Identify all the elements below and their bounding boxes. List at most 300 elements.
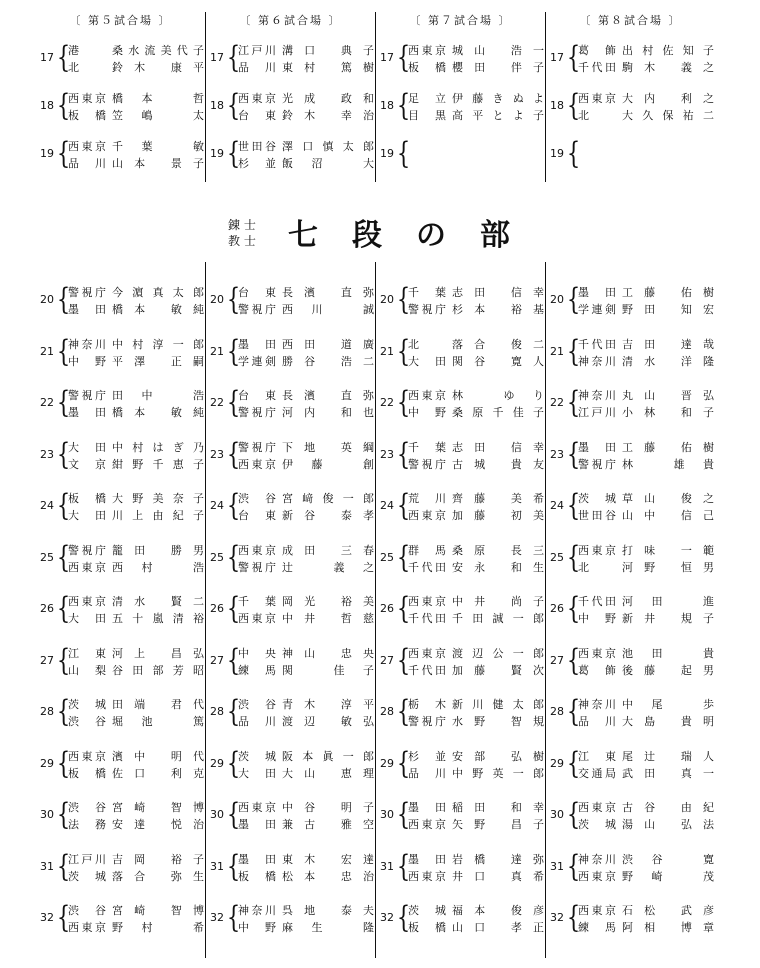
- competitor-row: [238, 456, 374, 473]
- match-number: 20: [40, 293, 54, 306]
- competitor-row: [408, 404, 544, 421]
- competitor-name: 志田 信幸: [452, 286, 544, 299]
- competitor-prefecture: 西東京: [578, 801, 616, 814]
- competitor-row: [238, 593, 374, 610]
- competitor-prefecture: 警視庁: [408, 303, 446, 316]
- competitor-name: 中村淳一郎: [112, 337, 204, 351]
- competitor-row: [408, 138, 544, 155]
- competitor-prefecture: 千代田: [408, 560, 446, 574]
- competitor-name: 山本 景子: [112, 157, 204, 170]
- competitor-row: [238, 662, 374, 679]
- brace-bracket: {: [56, 488, 71, 523]
- competitor-prefecture: 警視庁: [68, 543, 106, 557]
- match-number: 25: [40, 550, 54, 564]
- competitor-prefecture: 板橋: [68, 766, 106, 780]
- competitor-name: 野田 知宏: [622, 303, 714, 316]
- match-entry: [36, 138, 205, 172]
- match-entry: [206, 90, 375, 124]
- competitor-row: [408, 336, 544, 353]
- competitor-name: 渡辺 敏弘: [282, 715, 374, 728]
- competitor-name: 関谷 寛人: [452, 354, 544, 368]
- competitor-name: 安達 悦治: [112, 818, 204, 831]
- brace-bracket: {: [56, 282, 71, 317]
- competitor-prefecture: 千代田: [408, 663, 446, 677]
- competitor-name: 吉田 達哉: [622, 337, 714, 351]
- competitor-name: 麻生 隆: [282, 921, 374, 934]
- match-entry: [36, 593, 205, 627]
- court-header: 〔 第７試合場 〕: [409, 14, 512, 27]
- competitor-row: [578, 138, 714, 155]
- competitor-row: [238, 439, 374, 456]
- competitor-row: [238, 559, 374, 576]
- competitor-prefecture: 西東京: [238, 543, 276, 557]
- competitor-name: 城山 浩一: [452, 44, 544, 57]
- competitor-name: 安永 和生: [452, 560, 544, 574]
- competitor-prefecture: 学連剣: [578, 303, 616, 316]
- competitor-row: [238, 748, 374, 765]
- competitor-name: 丸山 晋弘: [622, 389, 714, 402]
- competitor-row: [238, 155, 374, 172]
- brace-bracket: {: [566, 797, 581, 832]
- competitor-name: 新井 規子: [622, 612, 714, 625]
- competitor-prefecture: 渋谷: [68, 715, 106, 728]
- competitor-row: [238, 799, 374, 816]
- competitor-prefecture: 大田: [408, 354, 446, 368]
- competitor-prefecture: 大田: [68, 509, 106, 522]
- brace-bracket: {: [226, 40, 241, 75]
- match-number: 23: [380, 447, 394, 461]
- competitor-row: [408, 713, 544, 730]
- competitor-prefecture: 神奈川: [578, 389, 616, 402]
- competitor-name: 大久保祐二: [622, 109, 714, 122]
- match-number: 30: [380, 808, 394, 821]
- brace-bracket: {: [56, 136, 71, 171]
- competitor-prefecture: 西東京: [68, 560, 106, 574]
- brace-bracket: {: [226, 848, 241, 884]
- competitor-row: [578, 107, 714, 124]
- competitor-row: [238, 713, 374, 730]
- competitor-row: [408, 507, 544, 524]
- competitor-row: [68, 439, 204, 456]
- competitor-name: 辻 義之: [282, 560, 374, 574]
- competitor-row: [578, 507, 714, 524]
- competitor-name: 勝谷 浩二: [282, 354, 374, 368]
- match-number: 26: [380, 602, 394, 615]
- match-number: 29: [40, 756, 54, 770]
- brace-bracket: {: [396, 488, 411, 523]
- competitor-row: [578, 353, 714, 370]
- competitor-prefecture: 山梨: [68, 663, 106, 677]
- brace-bracket: {: [56, 745, 71, 781]
- competitor-row: [408, 59, 544, 76]
- competitor-name: 湯山 弘法: [622, 818, 714, 831]
- competitor-row: [408, 456, 544, 473]
- match-entry: [206, 42, 375, 76]
- competitor-prefecture: 杉並: [238, 157, 276, 170]
- brace-bracket: {: [566, 591, 581, 626]
- divider-bottom-3: [545, 262, 546, 958]
- competitor-row: [408, 662, 544, 679]
- competitor-name: 東木 宏達: [282, 852, 374, 866]
- competitor-prefecture: 世田谷: [578, 509, 616, 522]
- competitor-prefecture: 墨田: [238, 852, 276, 866]
- brace-bracket: {: [56, 436, 71, 472]
- match-number: 24: [40, 499, 54, 512]
- competitor-name: 林 ゆり: [452, 389, 544, 402]
- competitor-row: [68, 284, 204, 301]
- competitor-row: [408, 439, 544, 456]
- competitor-prefecture: 台東: [238, 509, 276, 522]
- match-entry: [36, 333, 205, 370]
- competitor-prefecture: 渋谷: [238, 698, 276, 711]
- match-entry: [376, 436, 545, 473]
- competitor-prefecture: 中野: [408, 406, 446, 419]
- match-number: 22: [380, 396, 394, 409]
- competitor-row: [238, 490, 374, 507]
- court-header: 〔 第５試合場 〕: [69, 14, 172, 27]
- competitor-prefecture: 葛飾: [578, 44, 616, 57]
- competitor-row: [238, 645, 374, 662]
- match-entry: [206, 490, 375, 524]
- competitor-name: 宮﨑俊一郎: [282, 492, 374, 505]
- competitor-prefecture: 墨田: [68, 303, 106, 316]
- bracket-column: [546, 284, 715, 954]
- match-number: 17: [210, 51, 224, 64]
- competitor-row: [68, 507, 204, 524]
- competitor-name: 桑原千佳子: [452, 406, 544, 419]
- competitor-name: 濱中 明代: [112, 749, 204, 763]
- competitor-prefecture: 群馬: [408, 543, 446, 557]
- brace-bracket: {: [566, 136, 581, 171]
- brace-bracket: {: [56, 848, 71, 884]
- competitor-name: 呉地 泰夫: [282, 904, 374, 917]
- match-number: 29: [210, 756, 224, 770]
- competitor-name: 桑原 長三: [452, 543, 544, 557]
- match-number: 19: [40, 147, 54, 160]
- competitor-name: 溝口 典子: [282, 44, 374, 57]
- brace-bracket: {: [396, 282, 411, 317]
- section-title-main: 七段の部: [288, 218, 544, 253]
- competitor-prefecture: 台東: [238, 286, 276, 299]
- competitor-row: [578, 439, 714, 456]
- competitor-name: 石松 武彦: [622, 904, 714, 917]
- match-entry: [376, 284, 545, 318]
- brace-bracket: {: [56, 385, 71, 420]
- match-number: 25: [210, 550, 224, 564]
- competitor-prefecture: 板橋: [238, 869, 276, 883]
- competitor-row: [578, 559, 714, 576]
- court-column: [36, 42, 205, 182]
- match-entry: [206, 902, 375, 936]
- competitor-name: 古城 貴友: [452, 457, 544, 471]
- brace-bracket: {: [566, 333, 581, 369]
- competitor-name: 笠嶋 太: [112, 109, 204, 122]
- competitor-prefecture: 品川: [238, 61, 276, 74]
- competitor-prefecture: 西東京: [68, 749, 106, 763]
- competitor-name: 阪本眞一郎: [282, 749, 374, 763]
- match-number: 22: [210, 396, 224, 409]
- competitor-name: 山口 孝正: [452, 921, 544, 934]
- competitor-row: [578, 696, 714, 713]
- match-number: 19: [210, 147, 224, 160]
- competitor-prefecture: 茨城: [238, 749, 276, 763]
- competitor-prefecture: 西東京: [578, 904, 616, 917]
- competitor-name: 中村はぎ乃: [112, 440, 204, 454]
- match-number: 21: [380, 344, 394, 358]
- divider-bottom-1: [205, 262, 206, 958]
- competitor-name: 河上 昌弘: [112, 646, 204, 660]
- competitor-name: 井口 真希: [452, 869, 544, 883]
- match-entry: [546, 539, 715, 576]
- match-entry: [376, 902, 545, 936]
- brace-bracket: {: [226, 436, 241, 472]
- competitor-row: [408, 919, 544, 936]
- brace-bracket: {: [566, 539, 581, 575]
- brace-bracket: {: [226, 88, 241, 123]
- match-number: 18: [550, 99, 564, 112]
- competitor-prefecture: 墨田: [408, 852, 446, 866]
- competitor-row: [68, 696, 204, 713]
- competitor-row: [238, 336, 374, 353]
- competitor-row: [68, 42, 204, 59]
- competitor-row: [238, 507, 374, 524]
- brace-bracket: {: [226, 539, 241, 575]
- competitor-row: [578, 765, 714, 782]
- competitor-prefecture: 神奈川: [578, 354, 616, 368]
- competitor-prefecture: 西東京: [408, 646, 446, 660]
- competitor-row: [238, 42, 374, 59]
- competitor-prefecture: 神奈川: [578, 852, 616, 866]
- competitor-name: 尾辻 瑞人: [622, 749, 714, 763]
- competitor-prefecture: 墨田: [578, 440, 616, 454]
- competitor-prefecture: 西東京: [68, 595, 106, 608]
- match-number: 21: [550, 344, 564, 358]
- brace-bracket: {: [226, 745, 241, 781]
- brace-bracket: {: [56, 539, 71, 575]
- match-number: 22: [550, 396, 564, 409]
- competitor-name: 櫻田 伴子: [452, 61, 544, 74]
- competitor-prefecture: 墨田: [68, 406, 106, 419]
- competitor-prefecture: 台東: [238, 389, 276, 402]
- competitor-prefecture: 大田: [68, 612, 106, 625]
- competitor-row: [408, 90, 544, 107]
- competitor-prefecture: 西東京: [578, 869, 616, 883]
- competitor-name: 稲田 和幸: [452, 801, 544, 814]
- match-number: 19: [380, 147, 394, 160]
- brace-bracket: {: [396, 40, 411, 75]
- competitor-name: 宮崎 智博: [112, 801, 204, 814]
- competitor-name: 野村 希: [112, 921, 204, 934]
- match-entry: [376, 90, 545, 124]
- match-entry: [546, 848, 715, 885]
- brace-bracket: {: [566, 694, 581, 729]
- match-number: 28: [210, 705, 224, 718]
- competitor-row: [238, 404, 374, 421]
- match-entry: [546, 642, 715, 679]
- competitor-row: [238, 138, 374, 155]
- competitor-name: 長濱 直弥: [282, 389, 374, 402]
- competitor-row: [238, 919, 374, 936]
- match-entry: [546, 436, 715, 473]
- court-header: 〔 第８試合場 〕: [579, 14, 682, 27]
- competitor-row: [578, 301, 714, 318]
- match-entry: [546, 799, 715, 833]
- court-column: [546, 42, 715, 182]
- brace-bracket: {: [396, 333, 411, 369]
- competitor-row: [68, 919, 204, 936]
- bracket-column: [206, 284, 375, 954]
- competitor-prefecture: 港: [68, 44, 79, 57]
- competitor-name: 西川 誠: [282, 303, 374, 316]
- competitor-prefecture: 西東京: [578, 543, 616, 557]
- competitor-name: 伊藤 創: [282, 457, 374, 471]
- match-entry: [36, 745, 205, 782]
- match-number: 32: [40, 911, 54, 924]
- brace-bracket: {: [566, 40, 581, 75]
- competitor-row: [578, 404, 714, 421]
- match-number: 26: [550, 602, 564, 615]
- match-entry: [206, 387, 375, 421]
- match-entry: [546, 593, 715, 627]
- brace-bracket: {: [396, 848, 411, 884]
- competitor-row: [238, 765, 374, 782]
- brace-bracket: {: [56, 694, 71, 729]
- competitor-prefecture: 交通局: [578, 766, 616, 780]
- competitor-prefecture: 警視庁: [238, 440, 276, 454]
- competitor-row: [578, 610, 714, 627]
- match-entry: [206, 745, 375, 782]
- match-entry: [376, 696, 545, 730]
- brace-bracket: {: [396, 797, 411, 832]
- competitor-prefecture: 渋谷: [68, 801, 106, 814]
- competitor-row: [68, 816, 204, 833]
- match-entry: [36, 284, 205, 318]
- competitor-name: 中尾 歩: [622, 698, 714, 711]
- competitor-name: 川上由紀子: [112, 509, 204, 522]
- brace-bracket: {: [566, 488, 581, 523]
- competitor-row: [408, 816, 544, 833]
- brace-bracket: {: [56, 88, 71, 123]
- match-number: 18: [210, 99, 224, 112]
- competitor-row: [578, 816, 714, 833]
- competitor-name: 飯沼 大: [282, 157, 374, 170]
- competitor-row: [68, 404, 204, 421]
- competitor-prefecture: 西東京: [68, 92, 106, 105]
- match-entry: [376, 642, 545, 679]
- brace-bracket: {: [566, 848, 581, 884]
- match-number: 29: [380, 756, 394, 770]
- competitor-prefecture: 西東京: [68, 921, 106, 934]
- brace-bracket: {: [566, 282, 581, 317]
- match-entry: [206, 593, 375, 627]
- match-number: 22: [40, 396, 54, 409]
- competitor-name: 小林 和子: [622, 406, 714, 419]
- competitor-name: 桑水流美代子: [112, 44, 204, 57]
- competitor-row: [578, 713, 714, 730]
- competitor-row: [408, 610, 544, 627]
- competitor-name: 田中 浩: [112, 389, 204, 402]
- match-number: 27: [550, 653, 564, 667]
- competitor-name: 光成 政和: [282, 92, 374, 105]
- competitor-row: [68, 559, 204, 576]
- competitor-row: [578, 645, 714, 662]
- competitor-row: [68, 593, 204, 610]
- competitor-row: [68, 353, 204, 370]
- match-number: 23: [40, 447, 54, 461]
- competitor-row: [578, 90, 714, 107]
- competitor-prefecture: 大田: [238, 766, 276, 780]
- brace-bracket: {: [396, 539, 411, 575]
- bracket-column: [376, 284, 545, 954]
- brace-bracket: {: [396, 591, 411, 626]
- match-number: 27: [210, 653, 224, 667]
- match-number: 31: [210, 859, 224, 873]
- competitor-row: [238, 902, 374, 919]
- competitor-row: [238, 816, 374, 833]
- divider-top-3: [545, 12, 546, 182]
- competitor-row: [68, 90, 204, 107]
- match-number: 24: [210, 499, 224, 512]
- competitor-row: [578, 284, 714, 301]
- competitor-prefecture: 中央: [238, 646, 276, 660]
- competitor-row: [68, 542, 204, 559]
- match-entry: [36, 42, 205, 76]
- match-number: 23: [550, 447, 564, 461]
- match-number: 25: [550, 550, 564, 564]
- competitor-row: [408, 765, 544, 782]
- match-number: 20: [210, 293, 224, 306]
- match-entry: [36, 642, 205, 679]
- competitor-row: [408, 490, 544, 507]
- match-entry: [376, 333, 545, 370]
- competitor-name: 渡辺公一郎: [452, 646, 544, 660]
- match-entry: [546, 284, 715, 318]
- competitor-prefecture: 西東京: [408, 595, 446, 608]
- competitor-name: 西村 浩: [112, 560, 204, 574]
- competitor-name: 福本 俊彦: [452, 904, 544, 917]
- match-entry: [546, 90, 715, 124]
- competitor-name: 河内 和也: [282, 406, 374, 419]
- competitor-prefecture: 千葉: [238, 595, 276, 608]
- match-number: 28: [40, 705, 54, 718]
- match-entry: [36, 387, 205, 421]
- competitor-prefecture: 西東京: [578, 92, 616, 105]
- competitor-name: 工藤 佑樹: [622, 286, 714, 299]
- match-entry: [546, 696, 715, 730]
- competitor-row: [68, 456, 204, 473]
- court-header: 〔 第６試合場 〕: [239, 14, 342, 27]
- competitor-row: [68, 59, 204, 76]
- match-number: 26: [210, 602, 224, 615]
- competitor-prefecture: 神奈川: [578, 698, 616, 711]
- competitor-row: [408, 387, 544, 404]
- match-entry: [546, 902, 715, 936]
- competitor-row: [578, 42, 714, 59]
- competitor-name: 五十嵐清裕: [112, 612, 204, 625]
- match-number: 32: [550, 911, 564, 924]
- match-number: 31: [40, 859, 54, 873]
- match-entry: [206, 284, 375, 318]
- match-number: 32: [380, 911, 394, 924]
- competitor-name: 志田 信幸: [452, 440, 544, 454]
- competitor-name: 加藤 初美: [452, 509, 544, 522]
- competitor-prefecture: 墨田: [238, 818, 276, 831]
- match-number: 20: [550, 293, 564, 306]
- competitor-name: 後藤 起男: [622, 663, 714, 677]
- competitor-row: [408, 645, 544, 662]
- competitor-name: 中井 哲慈: [282, 612, 374, 625]
- competitor-row: [238, 851, 374, 868]
